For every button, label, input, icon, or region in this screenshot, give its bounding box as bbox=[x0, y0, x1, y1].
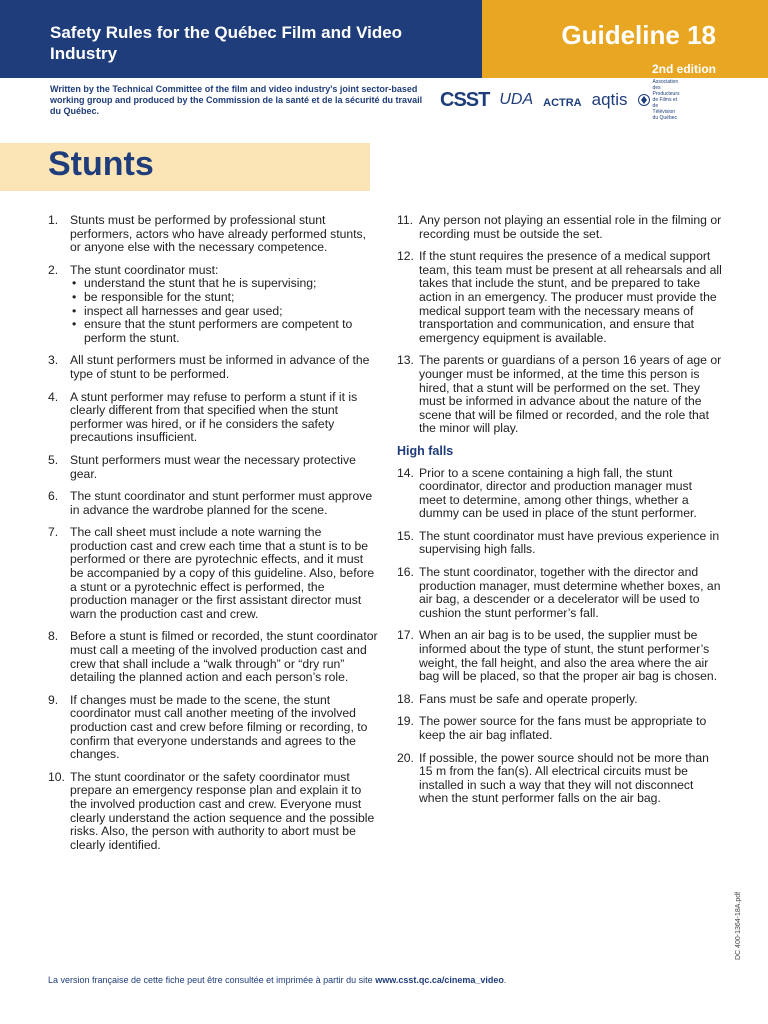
item-text bbox=[70, 391, 378, 445]
list-item bbox=[397, 752, 722, 806]
item-paragraph: Prior to a scene containing a high fall, the stunt coordinator, director and production manager must meet to determine, among other things, whether a dummy can be used in place of the stunt performer. bbox=[419, 465, 697, 521]
item-text bbox=[419, 530, 722, 557]
item-text bbox=[419, 629, 722, 683]
item-paragraph: Before a stunt is filmed or recorded, the stunt coordinator must call a meeting of the involved production cast and crew that shall include a “walk through” or “dry run” detailing the planned action and each person’s role. bbox=[70, 629, 378, 685]
item-number: 20. bbox=[397, 750, 414, 765]
list-item bbox=[397, 214, 722, 241]
page-title: Stunts bbox=[48, 145, 154, 183]
item-paragraph: If possible, the power source should not be more than 15 m from the fan(s). All electrical circuits must be installed in such a way that they will not disconnect when the stunt performer falls on the air bag. bbox=[419, 750, 709, 806]
item-paragraph: If the stunt requires the presence of a medical support team, this team must be present at all rehearsals and all takes that include the stunt, and be prepared to take action in an emergency. The producer must provide the medical support team with the necessary means of transportation and communication, and ensure that emergency equipment is available. bbox=[419, 249, 722, 345]
item-text bbox=[70, 630, 378, 684]
bullet-list bbox=[70, 277, 378, 345]
item-number: 3. bbox=[48, 353, 59, 368]
item-text bbox=[419, 250, 722, 345]
actra-logo: ACTRA bbox=[543, 97, 582, 109]
item-number: 15. bbox=[397, 528, 414, 543]
item-text bbox=[70, 264, 378, 346]
item-number: 9. bbox=[48, 692, 59, 707]
list-item bbox=[397, 467, 722, 521]
item-text bbox=[70, 526, 378, 621]
item-paragraph: The stunt coordinator must have previous experience in supervising high falls. bbox=[419, 528, 720, 557]
item-paragraph: If changes must be made to the scene, the stunt coordinator must call another meeting of the involved production cast and crew before filming or recording, to confirm that everyone understands and agrees to the changes. bbox=[70, 692, 368, 762]
item-number: 10. bbox=[48, 769, 65, 784]
item-paragraph: Fans must be safe and operate properly. bbox=[419, 691, 638, 706]
item-text bbox=[70, 354, 378, 381]
bullet-item: • ensure that the stunt performers are competent to perform the stunt. bbox=[70, 318, 378, 345]
item-paragraph: The stunt coordinator must: bbox=[70, 262, 219, 277]
item-number: 6. bbox=[48, 489, 59, 504]
list-item bbox=[397, 250, 722, 345]
list-item bbox=[397, 566, 722, 620]
item-number: 17. bbox=[397, 628, 414, 643]
item-paragraph: The power source for the fans must be appropriate to keep the air bag inflated. bbox=[419, 714, 707, 742]
footer-end: . bbox=[503, 975, 507, 985]
item-text bbox=[419, 752, 722, 806]
item-paragraph: When an air bag is to be used, the supplier must be informed about the type of stunt, the stunt performer’s weight, the fall height, and also the area where the air bag will be placed, so that the proper air bag is chosen. bbox=[419, 628, 718, 684]
list-item bbox=[397, 530, 722, 557]
list-item bbox=[397, 354, 722, 436]
item-number: 5. bbox=[48, 452, 59, 467]
csst-logo: CSST bbox=[440, 88, 490, 111]
list-item bbox=[48, 630, 378, 684]
item-text bbox=[70, 214, 378, 255]
left-column bbox=[48, 214, 378, 861]
aqtis-logo: aqtis bbox=[591, 90, 628, 109]
item-text bbox=[419, 467, 722, 521]
item-number: 4. bbox=[48, 389, 59, 404]
list-item bbox=[48, 771, 378, 853]
item-text bbox=[419, 566, 722, 620]
item-paragraph: The stunt coordinator and stunt performer must approve in advance the wardrobe planned for the scene. bbox=[70, 489, 373, 517]
item-number: 12. bbox=[397, 249, 414, 264]
bullet-item: • understand the stunt that he is supervising; bbox=[70, 277, 378, 291]
guideline-number: Guideline 18 bbox=[561, 20, 716, 50]
item-text bbox=[70, 490, 378, 517]
list-item bbox=[397, 629, 722, 683]
item-number: 1. bbox=[48, 213, 59, 227]
document-title: Safety Rules for the Québec Film and Video Industry bbox=[50, 23, 403, 63]
document-code: DC 400-1364-18A.pdf bbox=[735, 891, 742, 960]
item-text bbox=[70, 694, 378, 762]
item-paragraph: Any person not playing an essential role in the filming or recording must be outside the set. bbox=[419, 213, 722, 241]
item-number: 8. bbox=[48, 629, 59, 644]
item-paragraph: The stunt coordinator or the safety coordinator must prepare an emergency response plan and explain it to the involved production cast and crew. Everyone must clearly understand the action sequence and the possible risks. Also, the person with authority to abort must be clearly identified. bbox=[70, 769, 375, 852]
apftq-logo-text: Association des Producteurs de Films et de Télévision du Québec bbox=[652, 79, 680, 121]
list-item bbox=[48, 694, 378, 762]
list-item bbox=[397, 715, 722, 742]
item-number: 7. bbox=[48, 525, 59, 540]
edition-label: 2nd edition bbox=[652, 62, 716, 76]
item-text bbox=[419, 354, 722, 436]
item-paragraph: The stunt coordinator, together with the director and production manager, must determine whether boxes, an air bag, a descender or a decelerator will be used to cushion the stunt performer’s fall. bbox=[419, 565, 721, 620]
list-item bbox=[397, 693, 722, 707]
item-number: 11. bbox=[397, 213, 414, 227]
item-text bbox=[419, 693, 722, 707]
item-paragraph: All stunt performers must be informed in advance of the type of stunt to be performed. bbox=[70, 353, 370, 381]
footer-link[interactable]: www.csst.qc.ca/cinema_video bbox=[375, 975, 504, 985]
partner-logos bbox=[440, 79, 720, 121]
list-item bbox=[48, 490, 378, 517]
item-text bbox=[419, 715, 722, 742]
item-paragraph: The call sheet must include a note warning the production cast and crew each time that a stunt is to be performed or there are pyrotechnic effects, and it must be accompanied by a copy of this guideline. Also, before a stunt or a pyrotechnic effect is performed, the production manager or the first assistant director must warn the production cast and crew. bbox=[70, 525, 375, 621]
item-paragraph: The parents or guardians of a person 16 years of age or younger must be informed, at the time this person is hired, that a stunt will be performed on the set. They must be informed in advance about the nature of the scene that will be filmed or recorded, and the role that the minor will play. bbox=[419, 353, 722, 436]
apftq-logo bbox=[638, 79, 680, 121]
footer-text: La version française de cette fiche peut être consultée et imprimée à partir du site bbox=[48, 975, 376, 985]
list-item bbox=[48, 526, 378, 621]
byline: Written by the Technical Committee of the film and video industry's joint sector-based working group and produced by the Commission de la santé et de la sécurité du travail du Québec. bbox=[50, 84, 423, 116]
item-number: 13. bbox=[397, 353, 414, 368]
bullet-item: • be responsible for the stunt; bbox=[70, 291, 378, 305]
list-item bbox=[48, 391, 378, 445]
item-text bbox=[419, 214, 722, 241]
item-paragraph: Stunts must be performed by professional stunt performers, actors who have already performed stunts, or anyone else with the necessary competence. bbox=[70, 213, 367, 255]
list-item bbox=[48, 454, 378, 481]
item-number: 19. bbox=[397, 714, 414, 729]
uda-logo: UDA bbox=[499, 91, 534, 108]
footer-note bbox=[48, 975, 506, 985]
list-item bbox=[48, 264, 378, 346]
right-column bbox=[397, 214, 722, 815]
item-number: 2. bbox=[48, 262, 59, 277]
item-number: 14. bbox=[397, 465, 414, 480]
item-paragraph: A stunt performer may refuse to perform a stunt if it is clearly different from that specified when the stunt performer was hired, or if he considers the safety precautions insufficient. bbox=[70, 389, 358, 445]
list-item bbox=[48, 214, 378, 255]
item-number: 18. bbox=[397, 691, 414, 706]
list-item bbox=[48, 354, 378, 381]
bullet-item: • inspect all harnesses and gear used; bbox=[70, 305, 378, 319]
item-paragraph: Stunt performers must wear the necessary protective gear. bbox=[70, 452, 356, 481]
item-text bbox=[70, 454, 378, 481]
item-text bbox=[70, 771, 378, 853]
item-number: 16. bbox=[397, 565, 414, 580]
section-heading-high-falls: High falls bbox=[397, 443, 454, 458]
